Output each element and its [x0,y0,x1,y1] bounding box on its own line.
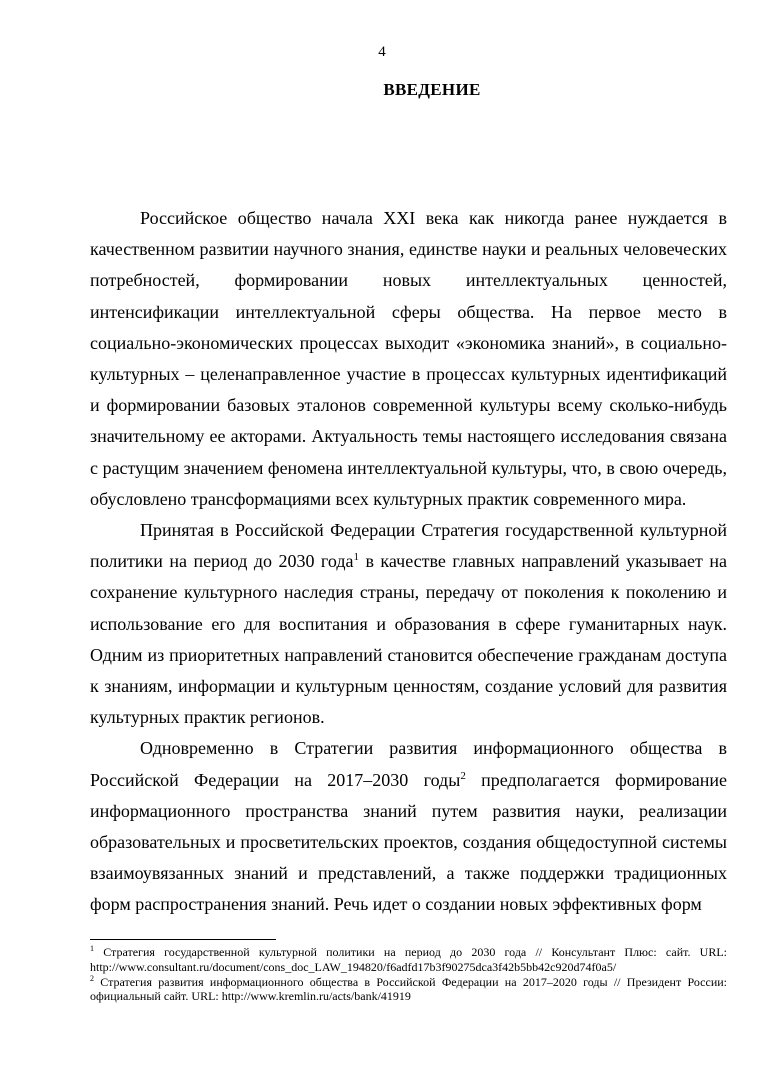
paragraph-3-text-after: предполагается формирование информационного пространства знаний путем развития науки, реализации образовательных и просветительских проектов, создания общедоступной системы взаимоувязанных знаний и представлений, а также поддержки традиционных форм распространения знаний. Речь идет о создании новых эффективных форм [90,769,728,915]
paragraph-3 [90,733,727,920]
footnote-1-text: Стратегия государственной культурной политики на период до 2030 года // Консультант Плюс: сайт. URL: http://www.consultant.ru/document/cons_doc_LAW_194820/f6adfd17b3f90275dca3f42b5bb42c920d74f0a5/ [90,945,727,974]
paragraph-2-text-before: Принятая в Российской Федерации Стратегия государственной культурной политики на период до 2030 года [90,520,727,572]
footnote-ref-2[interactable]: 2 [460,769,466,782]
paragraph-2-text-after: в качестве главных направлений указывает на сохранение культурного наследия страны, передачу от поколения к поколению и использование его для воспитания и образования в сфере гуманитарных наук. Одним из приоритетных направлений становится обеспечение гражданам доступа к знаниям, информации и культурным ценностям, создание условий для развития культурных практик регионов. [90,551,727,728]
footnote-1-mark: 1 [90,944,94,953]
paragraph-1 [90,203,727,515]
footnote-2-text: Стратегия развития информационного общества в Российской Федерации на 2017–2020 годы // Президент России: официальный сайт. URL: http://www.kremlin.ru/acts/bank/41919 [90,974,727,1004]
body-text [90,203,727,921]
footnotes [90,945,727,1004]
paragraph-3-text-before: Одновременно в Стратегии развития информационного общества в Российской Федерации на 2017–2030 годы [90,738,727,790]
page-title: ВВЕДЕНИЕ [383,80,481,99]
page-number: 4 [378,44,386,60]
footnote-1 [90,945,727,975]
paragraph-2 [90,515,727,733]
footnote-separator [90,939,276,940]
footnote-ref-1[interactable]: 1 [353,551,359,564]
footnote-2 [90,975,727,1005]
paragraph-1-text: Российское общество начала XXI века как никогда ранее нуждается в качественном развитии научного знания, единстве науки и реальных человеческих потребностей, формировании новых интеллектуальных ценностей, интенсификации интеллектуальной сферы общества. На первое место в социально-экономических процессах выходит «экономика знаний», в социально-культурных – целенаправленное участие в процессах культурных идентификаций и формировании базовых эталонов современной культуры всему сколько-нибудь значительному ее акторами. Актуальность темы настоящего исследования связана с растущим значением феномена интеллектуальной культуры, что, в свою очередь, обусловлено трансформациями всех культурных практик современного мира. [90,208,727,509]
footnote-2-mark: 2 [90,973,94,983]
